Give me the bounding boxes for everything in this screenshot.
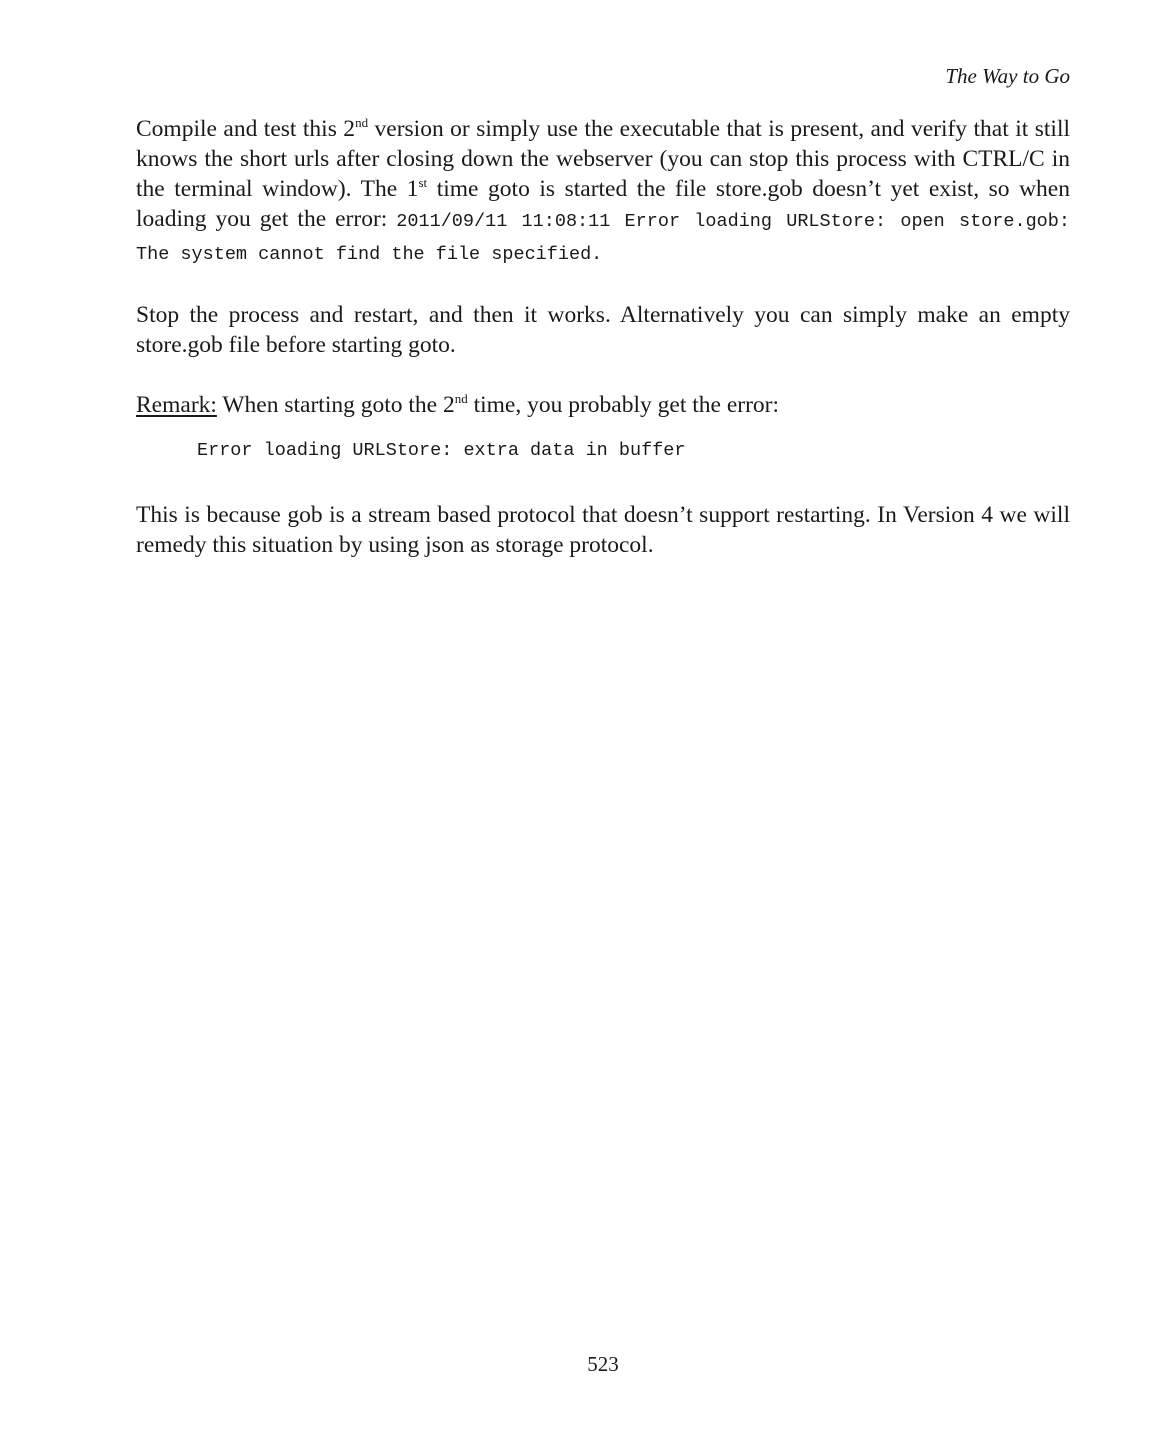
page-number: 523: [587, 1352, 619, 1376]
paragraph-compile-test: [136, 114, 1070, 270]
paragraph-text: Compile and test this 2: [136, 116, 356, 142]
running-header: The Way to Go: [945, 64, 1070, 88]
paragraph-text: time goto is started the file store.gob doesn’t yet exist, so when loading you get the error:: [136, 176, 1070, 232]
paragraph-text: This is because gob is a stream based protocol that doesn’t support restarting. In Version 4 we will remedy this situation by using json as storage protocol.: [136, 502, 1070, 558]
error-code-block: Error loading URLStore: extra data in buffer: [197, 440, 686, 461]
ordinal-superscript: st: [418, 175, 428, 190]
paragraph-text: When starting goto the 2: [216, 392, 455, 418]
page-body: [136, 114, 1070, 590]
paragraph-gob-explanation: [136, 500, 1070, 560]
ordinal-superscript: nd: [355, 115, 369, 130]
paragraph-text: time, you probably get the error:: [467, 392, 780, 418]
ordinal-superscript: nd: [454, 391, 468, 406]
paragraph-text: version or simply use the executable that is present, and verify that it still knows the short urls after closing down the webserver (you can stop this process with CTRL/C in the terminal window). The 1: [136, 116, 1070, 202]
paragraph-text: Stop the process and restart, and then it works. Alternatively you can simply make an empty store.gob file before starting goto.: [136, 302, 1070, 358]
paragraph-restart: [136, 300, 1070, 360]
remark-label: Remark:: [136, 392, 217, 418]
paragraph-remark: [136, 390, 1070, 420]
inline-error-code: 2011/09/11 11:08:11 Error loading URLStore: open store.gob: The system cannot find the file specified.: [136, 211, 1070, 265]
